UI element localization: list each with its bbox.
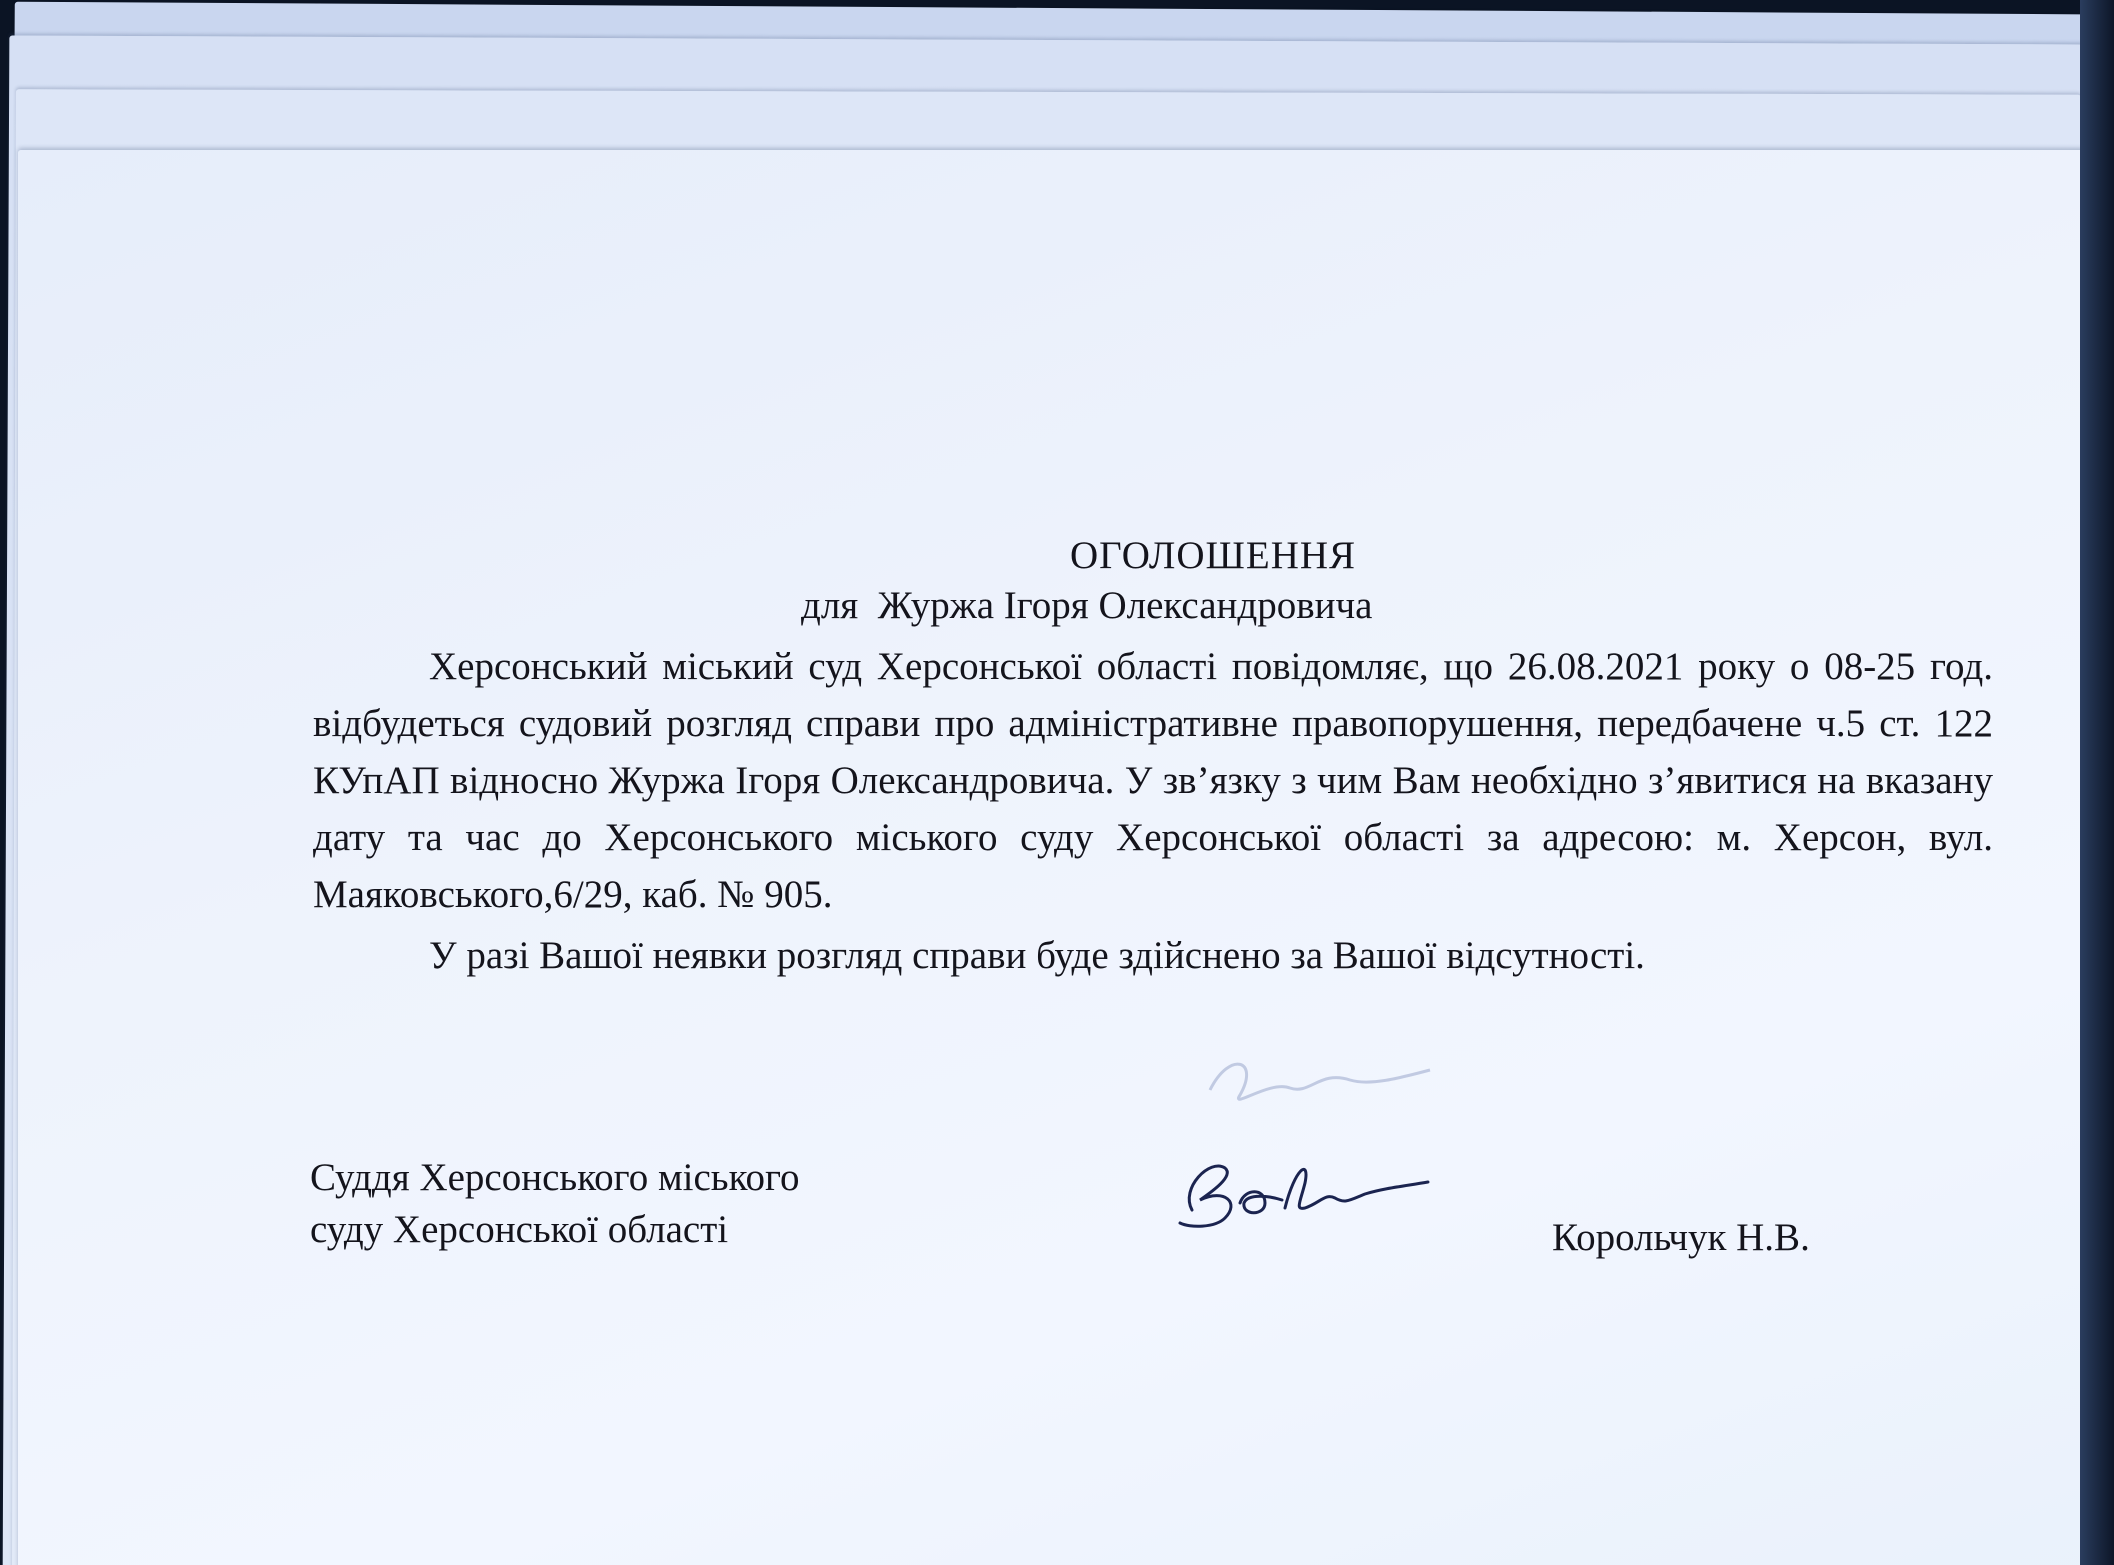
judge-title-line1: Суддя Херсонського міського	[310, 1156, 800, 1199]
notice-warning: У разі Вашої неявки розгляд справи буде здійснено за Вашої відсутності.	[429, 934, 1645, 977]
handwritten-signature	[1170, 1148, 1440, 1238]
show-through-signature	[1200, 1040, 1440, 1120]
notice-content	[313, 532, 1993, 987]
notice-title: ОГОЛОШЕННЯ	[1069, 534, 1357, 577]
judge-name: Корольчук Н.В.	[1552, 1216, 1810, 1259]
notice-body: Херсонський міський суд Херсонської області повідомляє, що 26.08.2021 року о 08-25 год. відбудеться судовий розгляд справи про адміністративне правопорушення, передбачене ч.5 ст. 122 КУпАП відносно Журжа Ігоря Олександровича. У зв’язку з чим Вам необхідно з’явитися на вказану дату та час до Херсонського міського суду Херсонської області за адресою: м. Херсон, вул. Маяковського,6/29, каб. № 905.	[313, 645, 1993, 916]
background-edge	[2080, 0, 2114, 1565]
notice-subtitle: для Журжа Ігоря Олександровича	[801, 584, 1373, 627]
judge-title-line2: суду Херсонської області	[310, 1208, 729, 1251]
judge-title	[310, 1152, 800, 1256]
